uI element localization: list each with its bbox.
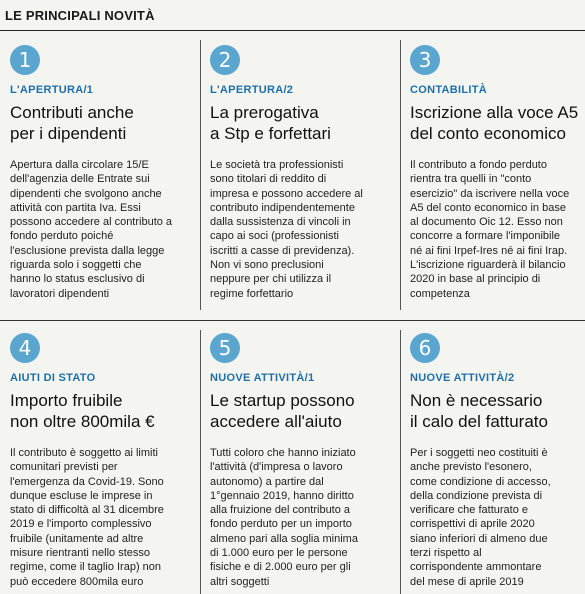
card-headline: Importo fruibile non oltre 800mila € xyxy=(10,391,155,431)
card-body-line: dell'agenzia delle Entrate sui xyxy=(10,173,150,186)
card-body-line: iscritti a casse di previdenza). xyxy=(210,244,355,257)
card-body-line: l'attività (d'impresa o lavoro xyxy=(210,461,343,474)
card-headline: La prerogativa a Stp e forfettari xyxy=(210,103,331,143)
card-body-line: neppure per chi utilizza il xyxy=(210,273,332,286)
number-badge: 5 xyxy=(210,333,240,363)
number-badge: 3 xyxy=(410,45,440,75)
card-kicker: AIUTI DI STATO xyxy=(10,372,96,384)
column-divider xyxy=(400,40,401,310)
card-body-line: 2020 in base al principio di xyxy=(410,273,541,286)
card-body-line: né ai fini Irpef-Ires né ai fini Irap. xyxy=(410,244,568,257)
card-kicker: CONTABILITÀ xyxy=(410,84,488,96)
card-body-line: contributo indipendentemente xyxy=(210,201,355,214)
card-body xyxy=(410,446,585,589)
card-body-line: corrispondente ammontare xyxy=(410,561,542,574)
card-body-line: sono titolari di reddito di xyxy=(210,173,327,186)
card-body-line: Per i soggetti neo costituiti è xyxy=(410,447,548,459)
card-headline: Le startup possono accedere all'aiuto xyxy=(210,391,355,431)
card-body-line: 1°gennaio 2019, hanno diritto xyxy=(210,489,354,502)
card-body-line: alla fruizione del contributo a xyxy=(210,504,351,517)
card-body xyxy=(210,158,395,301)
card-body-line: 2019 e l'importo complessivo xyxy=(10,518,152,531)
card-body-line: concorre a formare l'imponibile xyxy=(410,230,561,243)
card-body-line: competenza xyxy=(410,287,470,300)
card-body-line: possono accedere al contributo a xyxy=(10,216,173,229)
news-card-5 xyxy=(210,333,400,594)
card-body-line: Tutti coloro che hanno iniziato xyxy=(210,447,356,459)
card-body-line: comunitari previsti per xyxy=(10,461,118,474)
card-body-line: riguarda solo i soggetti che xyxy=(10,259,142,272)
card-body-line: autonomo) a partire dal xyxy=(210,475,324,488)
card-body-line: hanno lo status esclusivo di xyxy=(10,273,145,286)
card-body-line: Le società tra professionisti xyxy=(210,159,344,171)
card-body-line: come condizione di accesso, xyxy=(410,475,551,488)
card-body-line: dunque escluse le imprese in xyxy=(10,489,153,502)
card-body-line: verificare che fatturato e xyxy=(410,504,529,517)
card-kicker: NUOVE ATTIVITÀ/2 xyxy=(410,372,515,384)
news-card-3 xyxy=(410,45,585,315)
card-body-line: fondo perduto per un importo xyxy=(210,518,352,531)
row-divider xyxy=(0,320,585,321)
card-body-line: esercizio" da iscrivere nella voce xyxy=(410,187,570,200)
card-body-line: Il contributo è soggetto ai limiti xyxy=(10,447,158,459)
card-body-line: Apertura dalla circolare 15/E xyxy=(10,159,149,171)
column-divider xyxy=(200,330,201,594)
card-body-line: lavoratori dipendenti xyxy=(10,287,110,300)
card-kicker: L'APERTURA/2 xyxy=(210,84,294,96)
card-headline: Contributi anche per i dipendenti xyxy=(10,103,134,143)
card-body-line: almeno pari alla soglia minima xyxy=(210,532,358,545)
card-body-line: l'esclusione prevista dalla legge xyxy=(10,244,165,257)
card-body-line: regime forfettario xyxy=(210,287,294,300)
number-badge: 1 xyxy=(10,45,40,75)
card-body-line: fruibile (unitamente ad altre xyxy=(10,532,144,545)
card-body-line: A5 del conto economico in base xyxy=(410,201,566,214)
card-body-line: dalla sussistenza di vincoli in xyxy=(210,216,351,229)
card-body-line: della condizione prevista di xyxy=(410,489,543,502)
column-divider xyxy=(200,40,201,310)
card-body-line: l'emergenza da Covid-19. Sono xyxy=(10,475,164,488)
number-badge: 2 xyxy=(210,45,240,75)
card-headline: Iscrizione alla voce A5 del conto economico xyxy=(410,103,579,143)
card-body-line: terzi rispetto al xyxy=(410,547,482,560)
number-badge: 4 xyxy=(10,333,40,363)
news-card-1 xyxy=(10,45,200,315)
card-body xyxy=(10,446,195,589)
section-title: LE PRINCIPALI NOVITÀ xyxy=(5,8,155,23)
card-body-line: di 1.000 euro per le persone xyxy=(210,547,348,560)
card-body-line: misure rientranti nello stesso xyxy=(10,547,151,560)
news-card-4 xyxy=(10,333,200,594)
card-body-line: rientra tra quelli in "conto xyxy=(410,173,532,186)
section-header xyxy=(0,0,585,31)
card-body-line: L'iscrizione riguarderà il bilancio xyxy=(410,259,566,272)
card-body-line: al documento Oic 12. Esso non xyxy=(410,216,563,229)
column-divider xyxy=(400,330,401,594)
card-body-line: fondo perduto poiché xyxy=(10,230,114,243)
card-body-line: attività con partita Iva. Essi xyxy=(10,201,141,214)
card-body-line: Non vi sono preclusioni xyxy=(210,259,324,272)
card-body-line: capo ai soci (professionisti xyxy=(210,230,340,243)
card-body-line: del mese di aprile 2019 xyxy=(410,575,524,588)
card-body xyxy=(210,446,395,589)
card-body-line: altri soggetti xyxy=(210,575,270,588)
news-card-6 xyxy=(410,333,585,594)
card-kicker: NUOVE ATTIVITÀ/1 xyxy=(210,372,315,384)
card-body xyxy=(410,158,585,301)
card-body-line: corrispettivi di aprile 2020 xyxy=(410,518,535,531)
card-body-line: stato di difficoltà al 31 dicembre xyxy=(10,504,164,517)
card-body-line: fisiche e di 2.000 euro per gli xyxy=(210,561,351,574)
card-body-line: impresa e possono accedere al xyxy=(210,187,363,200)
card-headline: Non è necessario il calo del fatturato xyxy=(410,391,548,431)
card-body-line: Il contributo a fondo perduto xyxy=(410,159,547,171)
card-body-line: può eccedere 800mila euro xyxy=(10,575,144,588)
card-body xyxy=(10,158,195,301)
news-card-2 xyxy=(210,45,400,315)
card-body-line: regime, come il taglio Irap) non xyxy=(10,561,162,574)
card-body-line: dipendenti che svolgono anche xyxy=(10,187,162,200)
card-body-line: anche previsto l'esonero, xyxy=(410,461,532,474)
card-kicker: L'APERTURA/1 xyxy=(10,84,94,96)
number-badge: 6 xyxy=(410,333,440,363)
card-body-line: siano inferiori di almeno due xyxy=(410,532,548,545)
